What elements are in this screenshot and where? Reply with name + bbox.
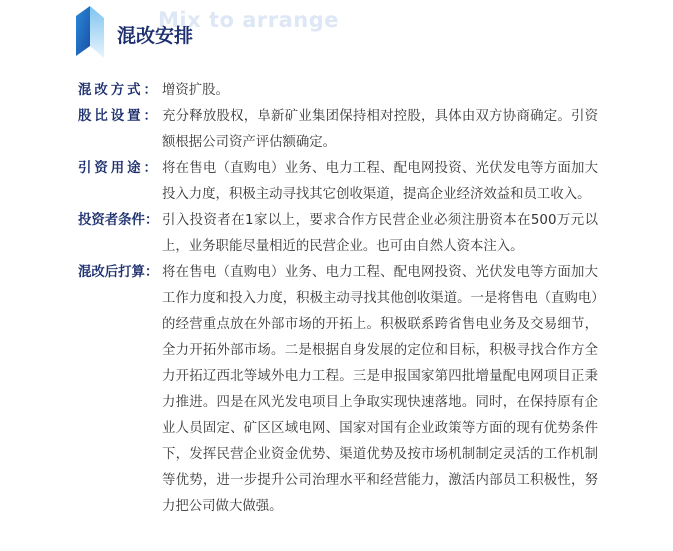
section-investor-conditions [78, 208, 598, 260]
page-header [0, 0, 673, 70]
section-label: 混改后打算： [78, 265, 159, 280]
section-text: 将在售电（直购电）业务、电力工程、配电网投资、光伏发电等方面加大工作力度和投入力度，积极主动寻找其他创收渠道。一是将售电（直购电）的经营重点放在外部市场的开拓上。积极联系跨省售电业务及交易细节，全力开拓外部市场。二是根据自身发展的定位和目标，积极寻找合作方全力开拓辽西北等域外电力工程。三是申报国家第四批增量配电网项目正秉力推进。四是在风光发电项目上争取实现快速落地。同时，在保持原有企业人员固定、矿区区域电网、国家对国有企业政策等方面的现有优势条件下，发挥民营企业资金优势、渠道优势及按市场机制制定灵活的工作机制等优势，进一步提升公司治理水平和经营能力，激活内部员工积极性，努力把公司做大做强。 [162, 265, 598, 514]
section-fund-use [78, 156, 598, 208]
section-label: 股比设置： [78, 109, 160, 124]
header-background-title: Mix to arrange [158, 8, 340, 32]
section-text: 将在售电（直购电）业务、电力工程、配电网投资、光伏发电等方面加大投入力度，积极主动寻找其它创收渠道，提高企业经济效益和员工收入。 [162, 161, 598, 202]
page-title: 混改安排 [117, 25, 194, 47]
section-label: 引资用途： [78, 161, 160, 176]
section-label: 投资者条件： [78, 213, 159, 228]
content [78, 78, 598, 520]
header-accent-icon [76, 6, 108, 58]
section-post-reform-plan [78, 260, 598, 520]
section-text: 增资扩股。 [162, 83, 229, 98]
section-mix-method [78, 78, 598, 104]
section-label: 混改方式： [78, 83, 160, 98]
section-share-ratio [78, 104, 598, 156]
section-text: 充分释放股权，阜新矿业集团保持相对控股，具体由双方协商确定。引资额根据公司资产评估额确定。 [162, 109, 598, 150]
section-text: 引入投资者在1家以上，要求合作方民营企业必须注册资本在500万元以上，业务职能尽量相近的民营企业。也可由自然人资本注入。 [162, 213, 598, 254]
